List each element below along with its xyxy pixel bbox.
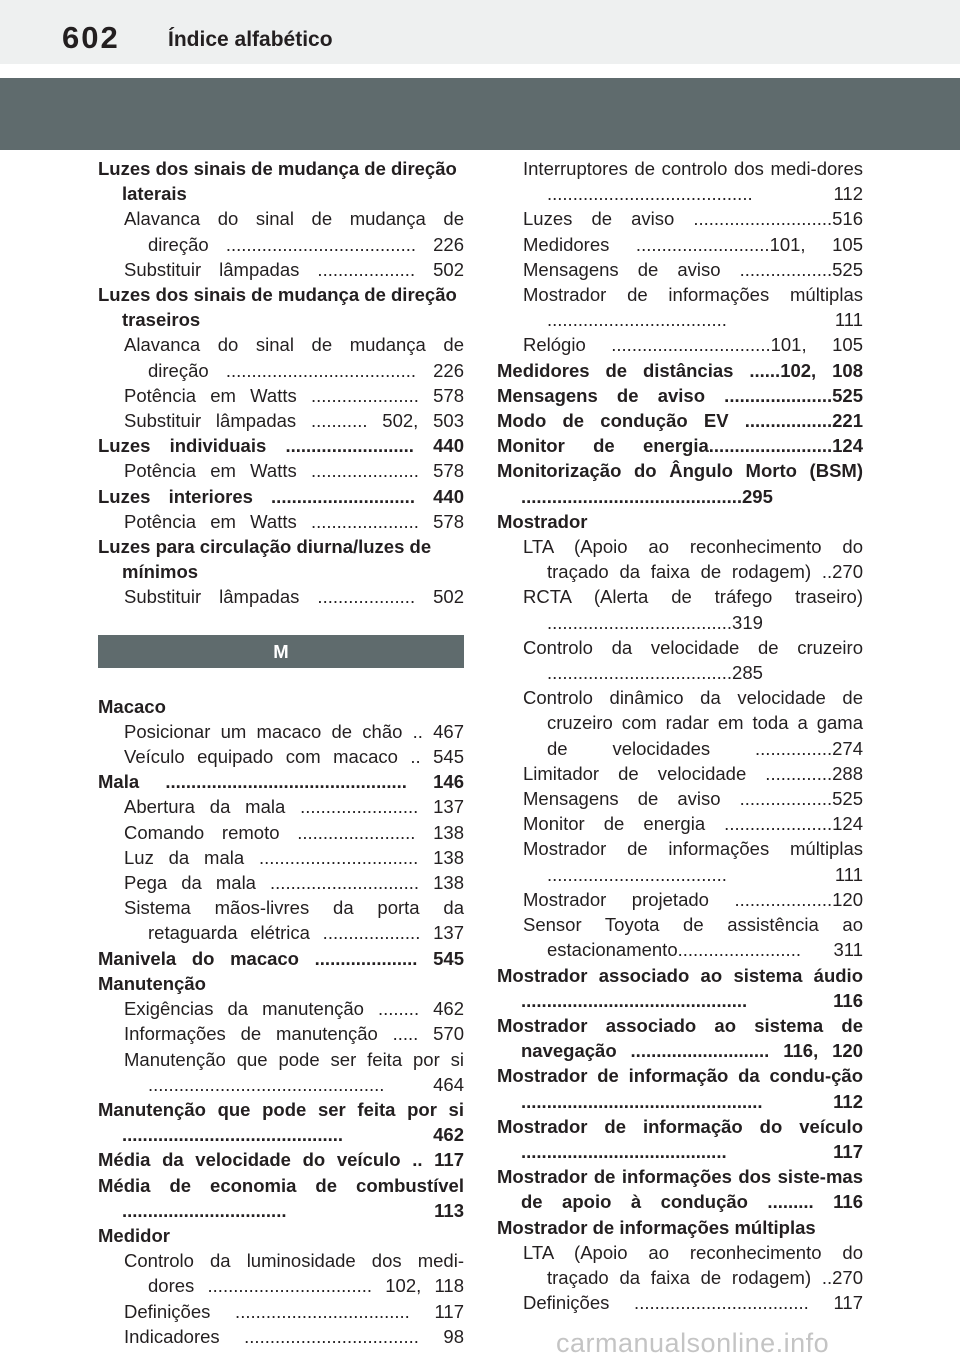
index-entry: Monitorização do Ângulo Morto (BSM) ...........................................295: [497, 460, 863, 507]
index-subentry: RCTA (Alerta de tráfego traseiro) ....................................319: [523, 586, 863, 633]
index-subentry: Limitador de velocidade .............288: [523, 762, 863, 784]
index-subentry: Alavanca do sinal de mudança de direção ..................................... 226: [124, 334, 464, 381]
section-title: Índice alfabético: [168, 28, 333, 51]
index-entry: Luzes para circulação diurna/luzes de mínimos: [98, 536, 432, 583]
index-subentry: Mostrador de informações múltiplas ................................... 111: [523, 284, 863, 331]
watermark: carmanualsonline.info: [556, 1328, 830, 1358]
index-subentry: LTA (Apoio ao reconhecimento do traçado da faixa de rodagem) ..270: [523, 1241, 863, 1288]
index-subentry: Mostrador de informações múltiplas ................................... 111: [523, 838, 863, 885]
index-entry: Mostrador de informação do veículo ........................................ 117: [497, 1115, 863, 1162]
index-entry: Manivela do macaco .................... 545: [98, 947, 464, 969]
index-entry: Modo de condução EV .................221: [497, 410, 863, 432]
index-subentry: Veículo equipado com macaco .. 545: [124, 746, 464, 768]
section-letter-bar: M: [98, 635, 464, 668]
index-subentry: Pega da mala ............................. 138: [124, 872, 464, 894]
index-entry: Luzes dos sinais de mudança de direção laterais: [98, 158, 457, 205]
header-banner: [0, 78, 960, 150]
index-subentry: Controlo da luminosidade dos medi-dores ................................ 102, 118: [124, 1250, 464, 1297]
index-subentry: Potência em Watts ..................... 578: [124, 384, 464, 406]
index-entry: Luzes interiores ............................ 440: [98, 485, 464, 507]
index-entry: Mensagens de aviso .....................525: [497, 384, 863, 406]
index-subentry: Substituir lâmpadas ................... 502: [124, 258, 464, 280]
index-entry: Macaco: [98, 695, 166, 717]
index-subentry: Luzes de aviso ...........................516: [523, 208, 863, 230]
index-subentry: Luz da mala ............................... 138: [124, 846, 464, 868]
index-entry: Luzes individuais ......................... 440: [98, 435, 464, 457]
page-number: 602: [62, 20, 120, 55]
index-entry: Mostrador de informações múltiplas: [497, 1216, 816, 1238]
index-subentry: Substituir lâmpadas ................... 502: [124, 586, 464, 608]
index-subentry: LTA (Apoio ao reconhecimento do traçado da faixa de rodagem) ..270: [523, 536, 863, 583]
index-subentry: Alavanca do sinal de mudança de direção ..................................... 226: [124, 208, 464, 255]
index-entry: Manutenção: [98, 972, 206, 994]
index-subentry: Indicadores .................................. 98: [124, 1325, 464, 1347]
index-subentry: Mensagens de aviso ..................525: [523, 258, 863, 280]
index-subentry: Interruptores de controlo dos medi-dores ........................................ 112: [523, 158, 863, 205]
index-subentry: Medidores ..........................101, 105: [523, 233, 863, 255]
index-entry: Mostrador de informações dos siste-mas de apoio à condução ......... 116: [497, 1166, 863, 1213]
index-subentry: Mensagens de aviso ..................525: [523, 788, 863, 810]
page-header: [0, 0, 960, 64]
index-entry: Monitor de energia........................124: [497, 435, 863, 457]
index-subentry: Relógio ...............................101, 105: [523, 334, 863, 356]
index-block-l: [98, 156, 464, 610]
index-entry: Medidor: [98, 1224, 170, 1246]
index-entry: Mostrador de informação da condu-ção ............................................... 112: [497, 1065, 863, 1112]
index-subentry: Controlo dinâmico da velocidade de cruzeiro com radar em toda a gama de velocidades ...............274: [523, 687, 863, 759]
index-subentry: Posicionar um macaco de chão .. 467: [124, 720, 464, 742]
index-subentry: Informações de manutenção ..... 570: [124, 1023, 464, 1045]
index-column-left: [98, 156, 464, 1349]
index-subentry: Definições .................................. 117: [523, 1292, 863, 1314]
index-block-m-continued: [497, 156, 863, 1315]
index-subentry: Potência em Watts ..................... 578: [124, 510, 464, 532]
index-subentry: Manutenção que pode ser feita por si .............................................. 464: [124, 1048, 464, 1095]
index-entry: Mostrador associado ao sistema áudio ............................................ 116: [497, 964, 863, 1011]
index-subentry: Substituir lâmpadas ........... 502, 503: [124, 410, 464, 432]
index-entry: Média de economia de combustível ................................ 113: [98, 1174, 464, 1221]
index-entry: Medidores de distâncias ......102, 108: [497, 359, 863, 381]
index-entry: Mostrador associado ao sistema de navegação ........................... 116, 120: [497, 1014, 863, 1062]
index-entry: Mostrador: [497, 510, 588, 532]
index-subentry: Mostrador projetado ...................120: [523, 888, 863, 910]
index-entry: Mala ............................................... 146: [98, 771, 464, 793]
index-entry: Média da velocidade do veículo .. 117: [98, 1149, 464, 1171]
index-column-right: [497, 156, 863, 1315]
index-subentry: Potência em Watts ..................... 578: [124, 460, 464, 482]
index-subentry: Controlo da velocidade de cruzeiro ....................................285: [523, 636, 863, 684]
index-subentry: Abertura da mala ....................... 137: [124, 796, 464, 818]
index-entry: Manutenção que pode ser feita por si ........................................... 462: [98, 1098, 464, 1146]
index-subentry: Definições .................................. 117: [124, 1300, 464, 1322]
index-subentry: Sistema mãos-livres da porta da retaguarda elétrica ................... 137: [124, 897, 464, 944]
index-subentry: Monitor de energia .....................124: [523, 813, 863, 835]
index-entry: Luzes dos sinais de mudança de direção traseiros: [98, 284, 457, 331]
index-subentry: Sensor Toyota de assistência ao estacionamento........................ 311: [523, 914, 863, 961]
index-block-m: [98, 694, 464, 1349]
index-subentry: Exigências da manutenção ........ 462: [124, 998, 464, 1020]
index-subentry: Comando remoto ....................... 138: [124, 821, 464, 843]
